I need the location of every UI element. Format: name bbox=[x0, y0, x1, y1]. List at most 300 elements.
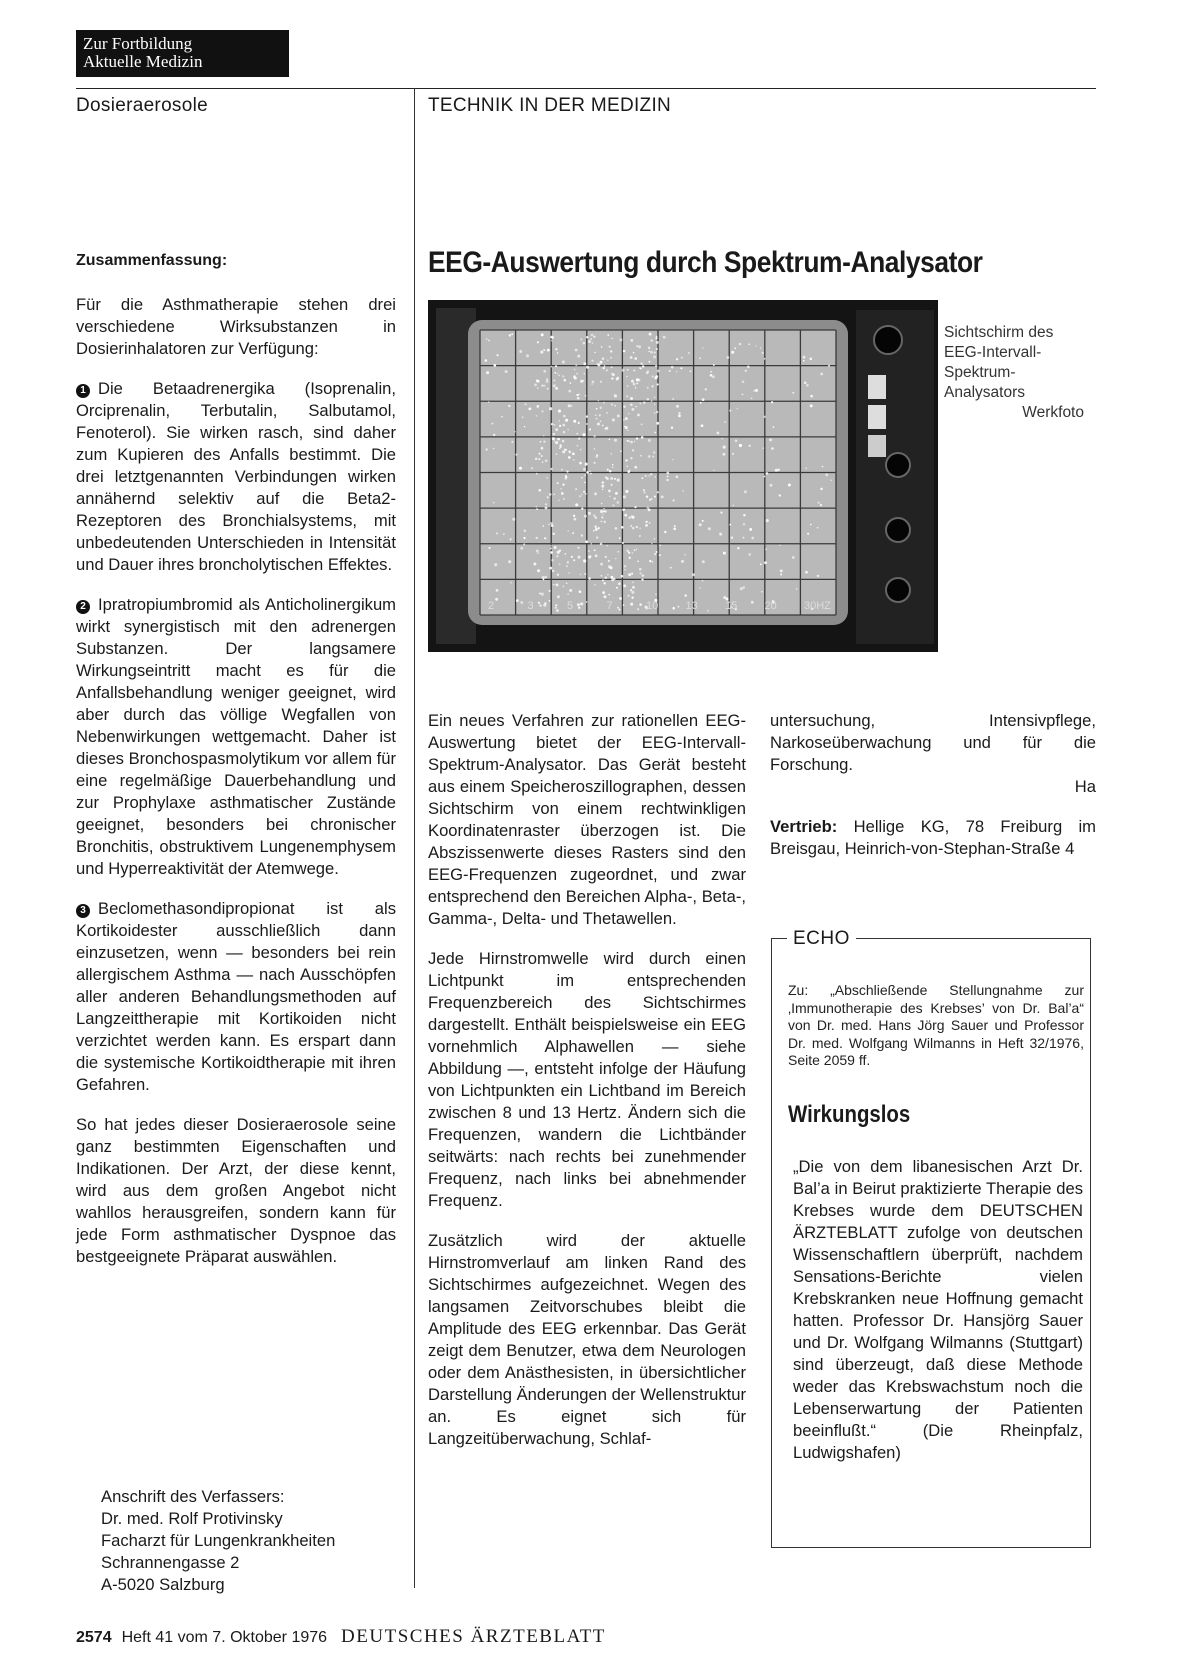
light-point bbox=[645, 475, 647, 477]
page-number: 2574 bbox=[76, 1629, 112, 1646]
light-point bbox=[633, 352, 635, 354]
light-point bbox=[610, 350, 613, 353]
photo-credit: Werkfoto bbox=[1022, 404, 1084, 421]
light-point bbox=[663, 336, 666, 339]
light-point bbox=[702, 580, 704, 582]
light-point bbox=[600, 563, 603, 566]
light-point bbox=[512, 518, 515, 521]
light-point bbox=[574, 369, 576, 371]
summary-intro: Für die Asthmatherapie stehen drei verschiedene Wirksubstanzen in Dosierinhalatoren zur Verfügung: bbox=[76, 295, 396, 358]
light-point bbox=[496, 354, 498, 356]
light-point bbox=[632, 586, 635, 589]
light-point bbox=[616, 587, 618, 589]
light-point bbox=[639, 403, 641, 405]
page-footer bbox=[76, 1626, 606, 1648]
light-point bbox=[600, 361, 603, 364]
light-point bbox=[606, 545, 608, 547]
light-point bbox=[631, 591, 634, 594]
light-point bbox=[519, 350, 522, 353]
light-point bbox=[705, 388, 707, 390]
light-point bbox=[603, 582, 605, 584]
light-point bbox=[640, 455, 642, 457]
light-point bbox=[586, 471, 589, 474]
light-point bbox=[545, 507, 548, 510]
light-point bbox=[592, 380, 595, 383]
light-point bbox=[723, 552, 726, 555]
light-point bbox=[649, 560, 651, 562]
light-point bbox=[536, 537, 538, 539]
light-point bbox=[559, 425, 561, 427]
light-point bbox=[657, 491, 659, 493]
light-point bbox=[713, 364, 715, 366]
light-point bbox=[628, 573, 631, 576]
light-point bbox=[493, 448, 495, 450]
light-point bbox=[639, 527, 641, 529]
light-point bbox=[544, 537, 546, 539]
light-point bbox=[654, 376, 657, 379]
light-point bbox=[732, 453, 734, 455]
light-point bbox=[577, 547, 579, 549]
light-point bbox=[537, 387, 538, 388]
light-point bbox=[771, 447, 774, 450]
light-point bbox=[607, 359, 609, 361]
light-point bbox=[509, 334, 511, 336]
light-point bbox=[575, 503, 578, 506]
light-point bbox=[558, 500, 559, 501]
light-point bbox=[735, 439, 738, 442]
light-point bbox=[556, 609, 558, 611]
light-point bbox=[630, 404, 633, 407]
light-point bbox=[636, 345, 638, 347]
summary-title: Zusammenfassung: bbox=[76, 252, 228, 269]
light-point bbox=[630, 397, 633, 400]
light-point bbox=[729, 409, 731, 411]
light-point bbox=[553, 533, 555, 535]
light-point bbox=[491, 423, 493, 425]
light-point bbox=[556, 555, 558, 557]
light-point bbox=[632, 527, 635, 530]
light-point bbox=[536, 506, 538, 508]
light-point bbox=[684, 554, 686, 556]
light-point bbox=[618, 551, 620, 553]
light-point bbox=[692, 573, 695, 576]
light-point bbox=[552, 433, 554, 435]
light-point bbox=[656, 348, 658, 350]
light-point bbox=[583, 491, 585, 493]
light-point bbox=[566, 565, 568, 567]
light-point bbox=[654, 538, 656, 540]
light-point bbox=[538, 602, 540, 604]
light-point bbox=[591, 543, 593, 545]
light-point bbox=[557, 574, 559, 576]
light-point bbox=[629, 517, 631, 519]
light-point bbox=[612, 466, 613, 467]
light-point bbox=[656, 551, 658, 553]
light-point bbox=[541, 384, 543, 386]
light-point bbox=[830, 479, 832, 481]
analyzer-screen-illustration bbox=[428, 300, 938, 652]
light-point bbox=[536, 379, 539, 382]
light-point bbox=[597, 363, 599, 365]
light-point bbox=[550, 336, 553, 339]
light-point bbox=[792, 556, 795, 559]
light-point bbox=[643, 491, 645, 493]
light-point bbox=[604, 365, 606, 367]
light-point bbox=[607, 334, 609, 336]
light-point bbox=[792, 392, 794, 394]
light-point bbox=[633, 369, 635, 371]
light-point bbox=[615, 527, 618, 530]
light-point bbox=[580, 449, 582, 451]
light-point bbox=[596, 456, 598, 458]
light-point bbox=[583, 380, 584, 381]
light-point bbox=[536, 473, 538, 475]
light-point bbox=[495, 598, 498, 601]
frequency-scale-label: 30HZ bbox=[804, 600, 831, 612]
light-point bbox=[586, 601, 588, 603]
light-point bbox=[780, 574, 782, 576]
light-point bbox=[590, 338, 592, 340]
light-point bbox=[623, 405, 626, 408]
light-point bbox=[609, 470, 611, 472]
light-point bbox=[602, 489, 603, 490]
light-point bbox=[573, 375, 576, 378]
light-point bbox=[640, 572, 642, 574]
light-point bbox=[543, 349, 545, 351]
light-point bbox=[613, 497, 615, 499]
light-point bbox=[780, 569, 783, 572]
light-point bbox=[584, 573, 586, 575]
light-point bbox=[653, 356, 656, 359]
light-point bbox=[652, 385, 654, 387]
light-point bbox=[543, 579, 545, 581]
light-point bbox=[641, 423, 643, 425]
light-point bbox=[543, 370, 546, 373]
light-point bbox=[583, 342, 586, 345]
light-point bbox=[713, 469, 715, 471]
light-point bbox=[751, 601, 754, 604]
light-point bbox=[579, 462, 582, 465]
light-point bbox=[626, 376, 628, 378]
number-3-icon: 3 bbox=[76, 904, 90, 918]
light-point bbox=[573, 515, 575, 517]
light-point bbox=[623, 495, 626, 498]
light-point bbox=[584, 515, 587, 518]
light-point bbox=[585, 463, 588, 466]
light-point bbox=[676, 371, 677, 372]
light-point bbox=[555, 428, 558, 431]
light-point bbox=[630, 525, 632, 527]
light-point bbox=[537, 553, 538, 554]
light-point bbox=[584, 474, 586, 476]
light-point bbox=[557, 595, 560, 598]
light-point bbox=[810, 358, 813, 361]
light-point bbox=[654, 553, 656, 555]
light-point bbox=[569, 452, 570, 453]
light-point bbox=[648, 455, 651, 458]
light-point bbox=[571, 405, 573, 407]
light-point bbox=[622, 542, 624, 544]
light-point bbox=[586, 336, 588, 338]
light-point bbox=[606, 412, 608, 414]
light-point bbox=[641, 579, 643, 581]
article-paragraph-2: Jede Hirnstromwelle wird durch einen Lichtpunkt im entsprechenden Frequenzbereich des Sichtschirmes dargestellt. Enthält beispielsweise ein EEG vornehmlich Alphawellen — siehe Abbildung —, entsteht infolge der Häufung von Lichtpunkten ein Lichtband im Bereich zwischen 8 und 13 Hertz. Ändern sich die Frequenzen, wandern die Lichtbänder seitwärts: nach rechts bei zunehmender Frequenz, nach links bei abnehmender Frequenz. bbox=[428, 949, 746, 1210]
light-point bbox=[731, 351, 734, 354]
light-point bbox=[622, 509, 624, 511]
light-point bbox=[550, 366, 552, 368]
light-point bbox=[505, 370, 508, 373]
light-point bbox=[573, 559, 575, 561]
light-point bbox=[547, 349, 550, 352]
frequency-scale-label: 3 bbox=[527, 600, 534, 612]
light-point bbox=[702, 520, 704, 522]
light-point bbox=[642, 574, 644, 576]
light-point bbox=[760, 347, 761, 348]
light-point bbox=[581, 494, 582, 495]
light-point bbox=[511, 441, 513, 443]
light-point bbox=[608, 594, 610, 596]
light-point bbox=[654, 476, 656, 478]
light-point bbox=[648, 475, 650, 477]
light-point bbox=[551, 559, 554, 562]
light-point bbox=[567, 429, 569, 431]
light-point bbox=[628, 595, 630, 597]
light-point bbox=[604, 576, 607, 579]
light-point bbox=[604, 595, 607, 598]
badge-line-2: Aktuelle Medizin bbox=[83, 52, 203, 71]
light-point bbox=[699, 587, 700, 588]
light-point bbox=[628, 441, 629, 442]
article-paragraph-1: Ein neues Verfahren zur rationellen EEG-Auswertung bietet der EEG-Intervall-Spektrum-Analysator. Das Gerät besteht aus einem Speicheroszillographen, dessen Sichtschirm von einem rechtwinkligen Koordinatenraster überzogen ist. Die Abszissenwerte dieses Rasters sind den EEG-Frequenzen zugeordnet, und zwar entsprechend den Bereichen Alpha-, Beta-, Gamma-, Delta- und Thetawellen. bbox=[428, 711, 746, 928]
light-point bbox=[609, 346, 611, 348]
light-point bbox=[553, 379, 555, 381]
light-point bbox=[545, 576, 547, 578]
light-point bbox=[578, 422, 580, 424]
light-point bbox=[788, 484, 791, 487]
light-point bbox=[594, 448, 595, 449]
light-point bbox=[600, 381, 602, 383]
summary-item-2-text: Ipratropiumbromid als Anticholinergikum wirkt synergistisch mit den adrenergen Substanzen. Der langsamere Wirkungseintritt macht es für die Anfallsbehandlung weniger geeignet, wird aber durch das völlige Wegfallen von Nebenwirkungen wettgemacht. Daher ist dieses Bronchospasmolytikum vor allem für eine regelmäßige Dauerbehandlung und zur Prophylaxe asthmatischer Zustände geeignet, besonders bei chronischer Bronchitis, obstruktivem Lungenemphysem und Hyperreaktivität der Atemwege. bbox=[76, 595, 397, 878]
light-point bbox=[820, 504, 822, 506]
light-point bbox=[676, 405, 679, 408]
light-point bbox=[643, 489, 645, 491]
light-point bbox=[601, 485, 604, 488]
light-point bbox=[539, 604, 541, 606]
light-point bbox=[742, 586, 745, 589]
light-point bbox=[654, 352, 656, 354]
light-point bbox=[551, 423, 553, 425]
summary-item-1 bbox=[76, 378, 396, 576]
light-point bbox=[549, 600, 551, 602]
light-point bbox=[605, 556, 607, 558]
light-point bbox=[563, 586, 564, 587]
light-point bbox=[651, 339, 653, 341]
light-point bbox=[595, 555, 598, 558]
light-point bbox=[581, 477, 583, 479]
light-point bbox=[584, 373, 585, 374]
light-point bbox=[557, 352, 559, 354]
light-point bbox=[586, 423, 588, 425]
light-point bbox=[656, 336, 658, 338]
light-point bbox=[562, 440, 565, 443]
light-point bbox=[560, 488, 562, 490]
light-point bbox=[737, 408, 738, 409]
light-point bbox=[555, 387, 558, 390]
light-point bbox=[619, 537, 621, 539]
light-point bbox=[751, 537, 754, 540]
light-point bbox=[536, 550, 539, 553]
light-point bbox=[485, 359, 488, 362]
light-point bbox=[617, 479, 620, 482]
light-point bbox=[561, 492, 564, 495]
light-point bbox=[634, 549, 636, 551]
light-point bbox=[553, 584, 555, 586]
light-point bbox=[588, 577, 591, 580]
light-point bbox=[636, 437, 638, 439]
light-point bbox=[578, 607, 580, 609]
light-point bbox=[627, 440, 629, 442]
light-point bbox=[729, 524, 731, 526]
light-point bbox=[602, 425, 604, 427]
light-point bbox=[748, 445, 750, 447]
light-point bbox=[501, 416, 503, 418]
light-point bbox=[764, 358, 765, 359]
light-point bbox=[552, 437, 555, 440]
light-point bbox=[596, 418, 598, 420]
light-point bbox=[766, 519, 769, 522]
light-point bbox=[549, 493, 552, 496]
light-point bbox=[613, 578, 616, 581]
light-point bbox=[603, 521, 606, 524]
light-point bbox=[630, 603, 633, 606]
light-point bbox=[611, 366, 613, 368]
light-point bbox=[760, 563, 762, 565]
light-point bbox=[576, 373, 578, 375]
light-point bbox=[562, 424, 565, 427]
section-left-title: Dosieraerosole bbox=[76, 95, 208, 116]
light-point bbox=[555, 365, 557, 367]
light-point bbox=[557, 373, 558, 374]
light-point bbox=[688, 352, 690, 354]
light-point bbox=[550, 545, 552, 547]
light-point bbox=[593, 530, 595, 532]
light-point bbox=[617, 607, 619, 609]
light-point bbox=[493, 364, 496, 367]
light-point bbox=[646, 371, 649, 374]
light-point bbox=[764, 476, 766, 478]
light-point bbox=[661, 496, 664, 499]
light-point bbox=[648, 439, 651, 442]
light-point bbox=[678, 412, 680, 414]
light-point bbox=[796, 588, 798, 590]
light-point bbox=[669, 370, 671, 372]
light-point bbox=[671, 427, 673, 429]
light-point bbox=[542, 525, 544, 527]
light-point bbox=[588, 550, 590, 552]
light-point bbox=[583, 468, 586, 471]
issue-info: Heft 41 vom 7. Oktober 1976 bbox=[121, 1629, 328, 1646]
light-point bbox=[621, 369, 624, 372]
light-point bbox=[654, 432, 656, 434]
light-point bbox=[712, 375, 715, 378]
light-point bbox=[524, 426, 525, 427]
light-point bbox=[614, 405, 616, 407]
light-point bbox=[608, 489, 611, 492]
light-point bbox=[578, 556, 581, 559]
light-point bbox=[625, 490, 628, 493]
light-point bbox=[603, 402, 605, 404]
light-point bbox=[563, 379, 566, 382]
light-point bbox=[611, 403, 613, 405]
light-point bbox=[647, 507, 650, 510]
address-line-2: Dr. med. Rolf Protivinsky bbox=[101, 1509, 283, 1528]
light-point bbox=[721, 438, 723, 440]
light-point bbox=[722, 453, 725, 456]
light-point bbox=[573, 459, 575, 461]
light-point bbox=[656, 341, 659, 344]
light-point bbox=[488, 401, 490, 403]
light-point bbox=[549, 407, 552, 410]
light-point bbox=[654, 496, 656, 498]
light-point bbox=[804, 382, 807, 385]
category-badge bbox=[76, 30, 289, 77]
light-point bbox=[779, 545, 781, 547]
light-point bbox=[761, 591, 763, 593]
light-point bbox=[605, 511, 607, 513]
light-point bbox=[652, 376, 654, 378]
light-point bbox=[632, 449, 634, 451]
light-point bbox=[647, 398, 649, 400]
light-point bbox=[598, 527, 600, 529]
light-point bbox=[817, 527, 819, 529]
light-point bbox=[708, 527, 711, 530]
light-point bbox=[810, 524, 812, 526]
light-point bbox=[555, 348, 557, 350]
light-point bbox=[710, 374, 713, 377]
light-point bbox=[601, 575, 603, 577]
light-point bbox=[701, 424, 704, 427]
echo-heading: Wirkungslos bbox=[788, 1101, 911, 1128]
frequency-scale-label: 5 bbox=[567, 600, 574, 612]
light-point bbox=[563, 431, 566, 434]
light-point bbox=[508, 405, 510, 407]
light-point bbox=[657, 370, 660, 373]
light-point bbox=[538, 458, 540, 460]
light-point bbox=[642, 365, 644, 367]
light-point bbox=[540, 351, 543, 354]
light-point bbox=[672, 607, 675, 610]
light-point bbox=[567, 561, 570, 564]
light-point bbox=[770, 484, 773, 487]
light-point bbox=[615, 492, 618, 495]
light-point bbox=[610, 477, 613, 480]
light-point bbox=[584, 395, 586, 397]
light-point bbox=[576, 394, 578, 396]
light-point bbox=[539, 453, 541, 455]
light-point bbox=[619, 609, 621, 611]
light-point bbox=[624, 569, 625, 570]
light-point bbox=[766, 472, 769, 475]
light-point bbox=[601, 503, 603, 505]
light-point bbox=[630, 356, 633, 359]
light-point bbox=[548, 590, 550, 592]
light-point bbox=[581, 507, 583, 509]
light-point bbox=[748, 344, 750, 346]
light-point bbox=[591, 334, 594, 337]
address-line-4: Schrannengasse 2 bbox=[101, 1553, 240, 1572]
light-point bbox=[666, 479, 669, 482]
light-point bbox=[626, 395, 628, 397]
